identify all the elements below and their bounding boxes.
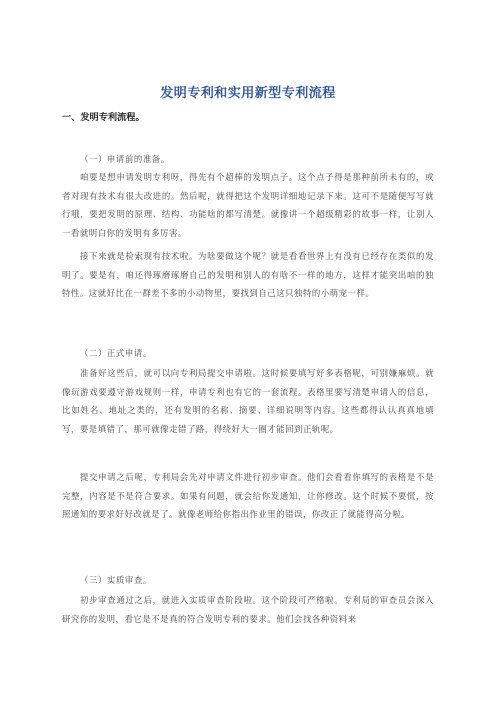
subsection-heading: （三）实质审查。 [80, 575, 152, 585]
paragraph: 初步审查通过之后，就进入实质审查阶段啦。这个阶段可严格啦。专利局的审查员会深入研究你的发明，看它是不是真的符合发明专利的要求。他们会找各种资料来 [62, 595, 434, 624]
document-title: 发明专利和实用新型专利流程 [160, 86, 336, 101]
paragraph: 准备好这些后，就可以向专利局提交申请啦。这时候要填写好多表格呢，可别嫌麻烦。就像玩游戏要遵守游戏规则一样，申请专利也有它的一套流程。表格里要写清楚申请人的信息，比如姓名、地址之类的，还有发明的名称、摘要、详细说明等内容。这些都得认认真真地填写，要是填错了，那可就像走错了路，得绕好大一圈才能回到正轨呢。 [62, 368, 434, 434]
subsection-heading: （一）申请前的准备。 [80, 154, 170, 164]
section-heading: 一、发明专利流程。 [62, 112, 145, 123]
paragraph: 提交申请之后呢，专利局会先对申请文件进行初步审查。他们会看看你填写的表格是不是完整，内容是不是符合要求。如果有问题，就会给你发通知，让你修改。这个时候不要慌，按照通知的要求好好改就是了。就像老师给你指出作业里的错误，你改正了就能得高分啦。 [62, 472, 434, 520]
paragraph: 咱要是想申请发明专利呀，得先有个超棒的发明点子。这个点子得是那种前所未有的，或者对现有技术有很大改进的。然后呢，就得把这个发明详细地记录下来。这可不是随便写写就行哦，要把发明的原理、结构、功能啥的都写清楚。就像讲一个超级精彩的故事一样，让别人一看就明白你的发明有多厉害。 [62, 172, 434, 238]
subsection-heading: （二）正式申请。 [80, 348, 152, 358]
paragraph: 接下来就是检索现有技术啦。为啥要做这个呢？就是看看世界上有没有已经存在类似的发明了。要是有，咱还得琢磨琢磨自己的发明和别人的有啥不一样的地方，这样才能突出咱的独特性。这就好比在一群差不多的小动物里，要找到自己这只独特的小萌宠一样。 [62, 251, 434, 299]
